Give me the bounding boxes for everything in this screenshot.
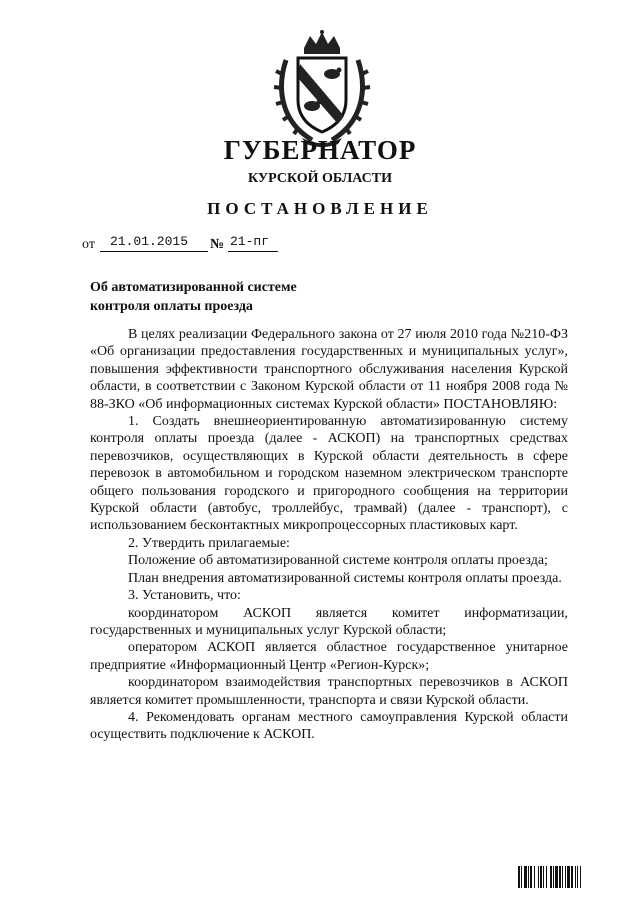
item-2: 2. Утвердить прилагаемые:: [128, 535, 290, 551]
item-4: 4. Рекомендовать органам местного самоуправления Курской области осуществить подключение к АСКОП.: [90, 709, 568, 743]
document-number: 21-пг: [230, 234, 270, 249]
coat-of-arms-icon: [272, 30, 372, 148]
document-body: [90, 326, 568, 744]
intro-paragraph: В целях реализации Федерального закона от 27 июля 2010 года №210-ФЗ «Об организации предоставления государственных и муниципальных услуг», повышения эффективности транспортного обслуживания населения Курской области, в соответствии с Законом Курской области от 11 ноября 2008 года № 88-ЗКО «Об информационных системах Курской области» ПОСТАНОВЛЯЮ:: [90, 327, 568, 412]
item-3-a: координатором АСКОП является комитет информатизации, государственных и муниципальных услуг Курской области;: [90, 605, 568, 638]
issuer-region: КУРСКОЙ ОБЛАСТИ: [247, 171, 393, 186]
item-3: 3. Установить, что:: [128, 588, 241, 604]
item-3-b: оператором АСКОП является областное государственное унитарное предприятие «Информационный Центр «Регион-Курск»;: [90, 640, 568, 673]
item-3-c: координатором взаимодействия транспортных перевозчиков в АСКОП является комитет промышленности, транспорта и связи Курской области.: [90, 675, 568, 708]
document-date: 21.01.2015: [110, 234, 189, 249]
subject-line-1: Об автоматизированной системе: [90, 280, 297, 295]
document-subject: [90, 278, 410, 316]
date-label: от: [82, 237, 95, 252]
subject-line-2: контроля оплаты проезда: [90, 299, 253, 314]
item-2-a: Положение об автоматизированной системе контроля оплаты проезда;: [128, 553, 548, 569]
number-label: №: [210, 237, 225, 252]
date-underline: [100, 251, 208, 252]
item-1: 1. Создать внешнеориентированную автоматизированную систему контроля оплаты проезда (далее - АСКОП) на транспортных средствах перевозчиков, осуществляющих в Курской области деятельность в сфере перевозок в автомобильном и городском наземном электрическом транспорте общего пользования городского и пригородного сообщения на территории Курской области (автобус, троллейбус, трамвай) (далее - транспорт), с использованием бесконтактных микропроцессорных пластиковых карт.: [90, 414, 568, 534]
document-type: ПОСТАНОВЛЕНИЕ: [207, 199, 433, 218]
issuer-title: ГУБЕРНАТОР: [223, 135, 417, 165]
number-underline: [228, 251, 278, 252]
barcode-icon: [518, 866, 616, 888]
item-2-b: План внедрения автоматизированной системы контроля оплаты проезда.: [128, 570, 562, 586]
